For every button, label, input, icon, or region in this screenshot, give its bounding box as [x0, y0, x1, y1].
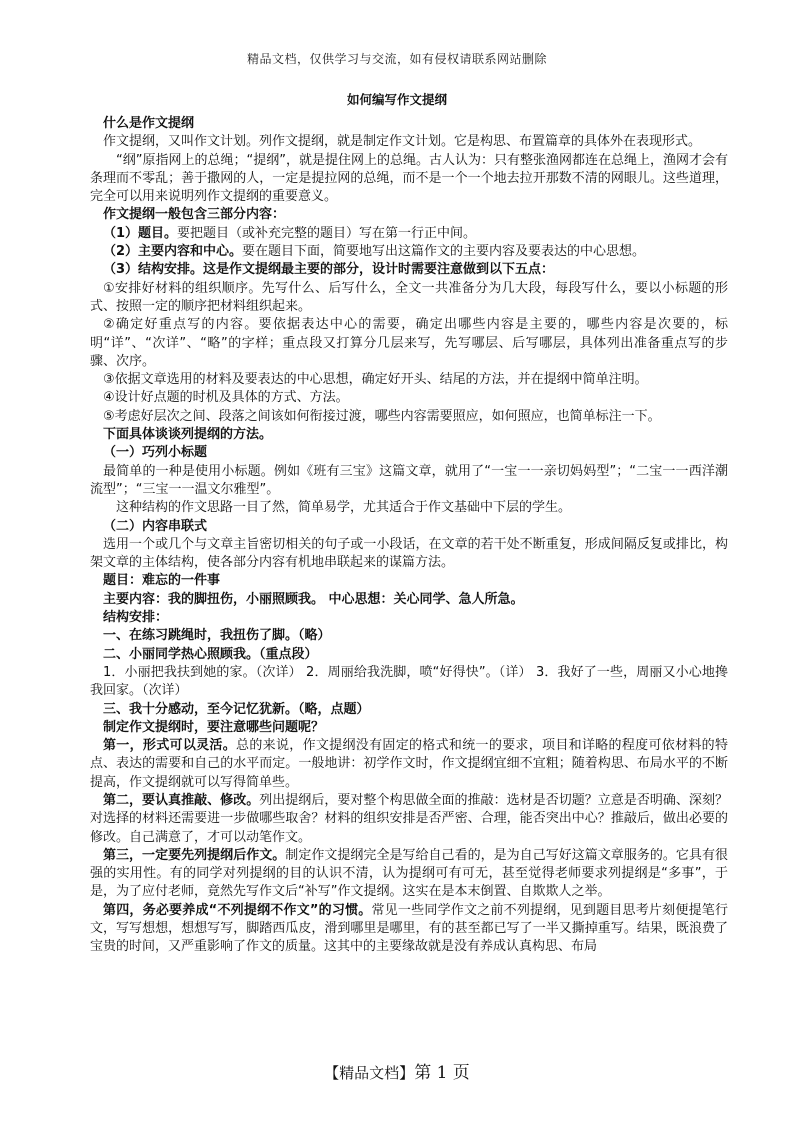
paragraph	[90, 902, 728, 957]
paragraph: 题目：难忘的一件事	[103, 573, 221, 589]
paragraph: 作文提纲，又叫作文计划。列作文提纲，就是制定作文计划。它是构思、布置篇章的具体外在表现形式。	[103, 134, 702, 150]
paragraph-text: 要把题目（或补充完整的题目）写在第一行正中间。	[177, 225, 477, 241]
paragraph-text: 列出提纲后，要对整个构思做全面的推敲：选材是否切题？立意是否明确、深刻？对选择的材料还需要进一步做哪些取舍？材料的组织安排是否严密、合理，能否突出中心？推敲后，做出必要的修改。自己满意了，才可以动笔作文。	[90, 792, 728, 845]
paragraph-lead: 第四，务必要养成“不列提纲不作文”的习惯。	[103, 902, 372, 918]
paragraph	[90, 792, 728, 847]
paragraph: 二、小丽同学热心照顾我。（重点段）	[103, 646, 318, 662]
paragraph: 一、在练习跳绳时，我扭伤了脚。（略）	[103, 628, 331, 644]
paragraph: （二）内容串联式	[103, 518, 208, 534]
document-title: 如何编写作文提纲	[346, 92, 447, 107]
paragraph	[90, 847, 728, 902]
document-body	[90, 115, 728, 957]
page-number: 第 1 页	[414, 1063, 470, 1083]
paragraph: “纲”原指网上的总绳；“提纲”，就是提住网上的总绳。古人认为：只有整张渔网都连在总绳上，渔网才会有条理而不零乱；善于撒网的人，一定是提拉网的总绳，而不是一个一个地去拉开那数不清的网眼儿。这些道理，完全可以用来说明列作文提纲的重要意义。	[90, 152, 728, 205]
paragraph	[90, 737, 728, 792]
paragraph: 下面具体谈谈列提纲的方法。	[103, 427, 273, 443]
paragraph: 作文提纲一般包含三部分内容：	[103, 207, 286, 223]
paragraph	[90, 243, 728, 261]
page-footer	[0, 1058, 794, 1083]
paragraph-text: 常见一些同学作文之前不列提纲，见到题目思考片刻便提笔行文，写写想想，想想写写，脚踏西瓜皮，滑到哪里是哪里，有的甚至都已写了一半又撕掉重写。结果，既浪费了宝贵的时间，又严重影响了作文的质量。这其中的主要缘故就是没有养成认真构思、布局	[90, 902, 728, 955]
paragraph: ②确定好重点写的内容。要依据表达中心的需要，确定出哪些内容是主要的，哪些内容是次要的，标明“详”、“次详”、“略”的字样；重点段又打算分几层来写，先写哪层、后写哪层，具体列出准备重点写的步骤、次序。	[90, 317, 728, 369]
paragraph: 最简单的一种是使用小标题。例如《班有三宝》这篇文章，就用了“一宝一一亲切妈妈型”；“二宝一一西洋潮流型”；“三宝一一温文尔雅型”。	[90, 463, 728, 497]
paragraph: ③依据文章选用的材料及要表达的中心思想，确定好开头、结尾的方法，并在提纲中简单注明。	[103, 372, 648, 388]
paragraph: ④设计好点题的时机及具体的方式、方法。	[103, 390, 349, 406]
paragraph-text: 要在题目下面，简要地写出这篇作文的主要内容及要表达的中心思想。	[242, 244, 646, 260]
paragraph: ⑤考虑好层次之间、段落之间该如何衔接过渡，哪些内容需要照应，如何照应，也简单标注一下。	[103, 408, 661, 424]
paragraph: 制定作文提纲时，要注意哪些问题呢？	[103, 719, 325, 735]
paragraph: 这种结构的作文思路一目了然，简单易学，尤其适合于作文基础中下层的学生。	[116, 500, 572, 516]
paragraph-lead: 第三，一定要先列提纲后作文。	[103, 847, 286, 863]
paragraph-text: 制定作文提纲完全是写给自己看的，是为自己写好这篇文章服务的。它具有很强的实用性。有的同学对列提纲的目的认识不清，认为提纲可有可无，甚至觉得老师要求列提纲是“多事”，于是，为了应付老师，竟然先写作文后“补写”作文提纲。这实在是本末倒置、自欺欺人之举。	[90, 847, 728, 900]
paragraph: 选用一个或几个与文章主旨密切相关的句子或一小段话，在文章的若干处不断重复，形成间隔反复或排比，构架文章的主体结构，使各部分内容有机地串联起来的谋篇方法。	[90, 536, 728, 571]
paragraph: （一）巧列小标题	[103, 445, 208, 461]
paragraph-text: 总的来说，作文提纲没有固定的格式和统一的要求，项目和详略的程度可依材料的特点、表达的需要和自己的水平而定。一般地讲：初学作文时，作文提纲宜细不宜粗；随着构思、布局水平的不断提高，作文提纲就可以写得简单些。	[90, 738, 728, 790]
paragraph: 结构安排：	[103, 610, 169, 626]
page-header: 精品文档，仅供学习与交流，如有侵权请联系网站删除	[246, 52, 547, 66]
paragraph-lead: （1）题目。	[103, 225, 178, 241]
footer-prefix: 【精品文档】	[324, 1064, 415, 1082]
paragraph: （3）结构安排。这是作文提纲最主要的部分，设计时需要注意做到以下五点：	[103, 262, 555, 278]
paragraph-lead: 第一，形式可以灵活。	[103, 738, 237, 754]
paragraph-lead: 第二，要认真推敲、修改。	[103, 792, 260, 808]
paragraph: 什么是作文提纲	[103, 116, 195, 131]
paragraph: ①安排好材料的组织顺序。先写什么、后写什么，全文一共准备分为几大段，每段写什么，要以小标题的形式、按照一定的顺序把材料组织起来。	[90, 280, 728, 314]
paragraph: 主要内容：我的脚扭伤，小丽照顾我。 中心思想：关心同学、急人所急。	[103, 591, 524, 607]
paragraph	[90, 225, 728, 243]
paragraph-lead: （2）主要内容和中心。	[103, 244, 243, 260]
paragraph: 三、我十分感动，至今记忆犹新。（略，点题）	[103, 701, 370, 717]
paragraph: 1．小丽把我扶到她的家。（次详） 2．周丽给我洗脚，喷“好得快”。（详） 3．我好了一些，周丽又小心地搀我回家。（次详）	[90, 664, 728, 699]
